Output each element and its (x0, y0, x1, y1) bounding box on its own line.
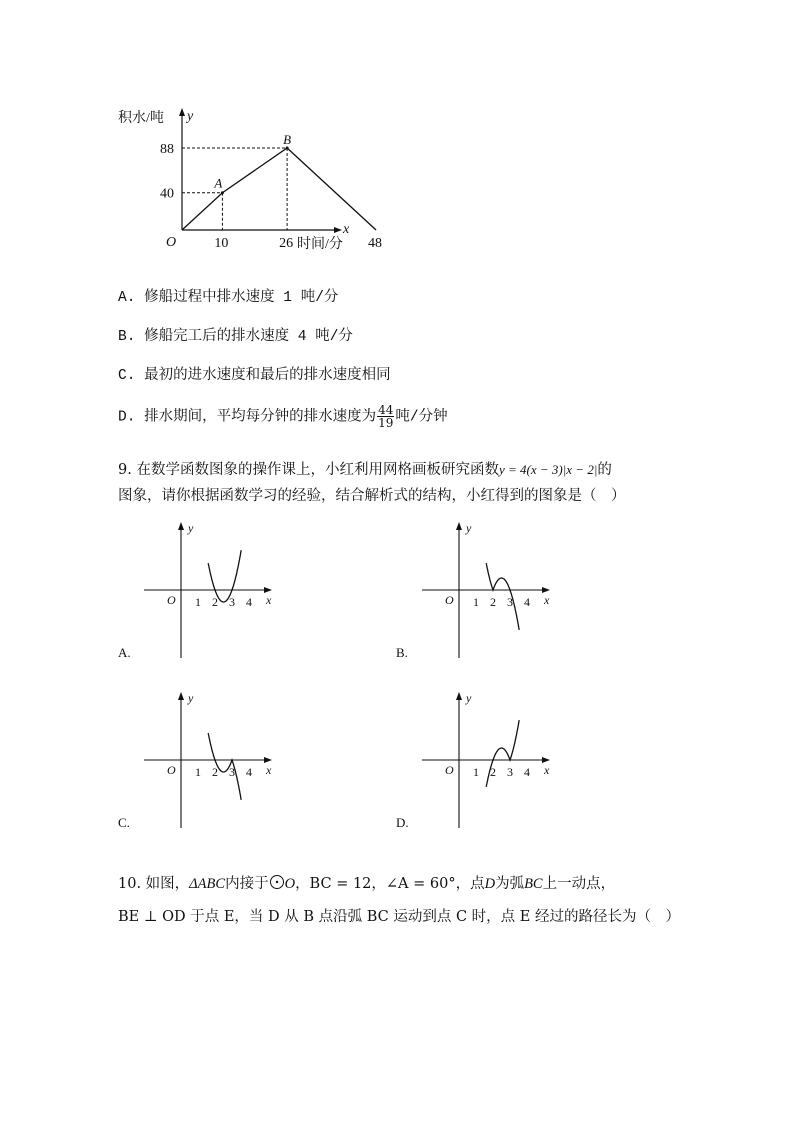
x-tick-3: 3 (229, 595, 235, 609)
x-var-label: x (266, 763, 272, 777)
y-tick-88: 88 (160, 142, 174, 157)
function-graph-b (396, 520, 596, 665)
graph-b (396, 520, 596, 665)
x-tick-10: 10 (214, 236, 229, 251)
q9-formula: y = 4(x − 3)|x − 2| (498, 462, 598, 477)
origin-label: O (166, 235, 177, 250)
q9-line2 (118, 484, 626, 505)
q10-line1 (118, 872, 615, 894)
q10-arc-bc: BC (524, 876, 543, 892)
q10-bc-eq: ，BC = 12，∠A = 60°，点 (295, 876, 485, 892)
function-graph-c (118, 690, 318, 835)
fraction-denominator: 19 (378, 416, 394, 430)
option-label-b: B. (396, 645, 408, 660)
q10-line2 (118, 905, 680, 926)
x-var-label: x (266, 593, 272, 607)
q9-line1 (118, 458, 612, 479)
x-tick-1: 1 (195, 765, 201, 779)
q9-text-2: 图象，请你根据函数学习的经验，结合解析式的结构，小红得到的图象是（ ） (118, 488, 626, 504)
q10-triangle: ΔABC (189, 876, 226, 892)
x-tick-2: 2 (212, 765, 218, 779)
y-axis-arrow (178, 522, 184, 530)
x-tick-4: 4 (524, 595, 530, 609)
y-var-label: y (466, 521, 472, 535)
x-var-label: x (343, 222, 350, 237)
q8-option-a (118, 285, 338, 306)
q10-text-2: BE ⊥ OD 于点 E，当 D 从 B 点沿弧 BC 运动到点 C 时，点 E 经过的路径长为（ ） (118, 909, 680, 925)
q10-moving-point: 上一动点， (542, 876, 616, 892)
y-var-label: y (466, 691, 472, 705)
x-tick-26: 26 (279, 236, 294, 251)
option-d-fraction (377, 404, 394, 429)
x-tick-2: 2 (490, 595, 496, 609)
x-axis-arrow (334, 227, 342, 233)
q10-on-arc: 为弧 (495, 876, 525, 892)
option-a-text: A. 修船过程中排水速度 1 吨/分 (118, 290, 339, 306)
x-axis-label: 时间/分 (297, 237, 343, 252)
q8-option-c (118, 363, 391, 384)
x-var-label: x (544, 593, 550, 607)
x-tick-2: 2 (490, 765, 496, 779)
water-series-line (182, 148, 376, 230)
q8-option-b (118, 324, 353, 345)
option-label-c: C. (118, 815, 130, 830)
x-tick-1: 1 (473, 765, 479, 779)
graph-d (396, 690, 596, 835)
y-axis-arrow (178, 692, 184, 700)
origin-label: O (445, 593, 454, 607)
x-tick-3: 3 (507, 595, 513, 609)
function-graph-d (396, 690, 596, 835)
y-var-label: y (187, 109, 194, 124)
x-tick-3: 3 (229, 765, 235, 779)
y-axis-arrow (456, 522, 462, 530)
graph-c (118, 690, 318, 835)
q10-point-d: D (484, 876, 496, 892)
y-axis-label: 积水/吨 (118, 111, 164, 126)
graph-a (118, 520, 318, 665)
x-tick-3: 3 (507, 765, 513, 779)
fraction-numerator: 44 (378, 403, 394, 417)
x-tick-4: 4 (524, 765, 530, 779)
x-tick-48: 48 (368, 236, 383, 251)
q8-option-d (118, 404, 448, 429)
point-a-label: A (214, 175, 223, 191)
circle-dot-icon (269, 874, 285, 894)
q10-circle-o: O (284, 876, 296, 892)
option-d-suffix: 吨/分钟 (395, 409, 448, 426)
x-tick-2: 2 (212, 595, 218, 609)
option-c-text: C. 最初的进水速度和最后的排水速度相同 (118, 368, 391, 384)
x-tick-1: 1 (195, 595, 201, 609)
origin-label: O (167, 763, 176, 777)
option-d-prefix: D. 排水期间，平均每分钟的排水速度为 (118, 409, 377, 426)
x-tick-1: 1 (473, 595, 479, 609)
x-var-label: x (544, 763, 550, 777)
q9-suffix: 的 (597, 462, 612, 478)
function-graph-a (118, 520, 318, 665)
point-b-label: B (283, 132, 292, 147)
y-tick-40: 40 (160, 186, 174, 202)
option-label-a: A. (118, 645, 131, 660)
data-point-A (221, 191, 224, 194)
y-axis-arrow (456, 692, 462, 700)
y-var-label: y (188, 691, 194, 705)
water-chart (110, 100, 383, 260)
water-chart-svg (110, 100, 383, 260)
y-axis-arrow (179, 108, 185, 116)
y-var-label: y (188, 521, 194, 535)
x-tick-4: 4 (246, 595, 252, 609)
q10-inscribed: 内接于 (225, 876, 269, 892)
q10-text: 10. 如图， (118, 876, 190, 892)
x-tick-4: 4 (246, 765, 252, 779)
origin-label: O (445, 763, 454, 777)
origin-label: O (167, 593, 176, 607)
option-label-d: D. (396, 815, 409, 830)
option-b-text: B. 修船完工后的排水速度 4 吨/分 (118, 329, 353, 345)
q9-text: 9. 在数学函数图象的操作课上，小红利用网格画板研究函数 (118, 462, 499, 478)
